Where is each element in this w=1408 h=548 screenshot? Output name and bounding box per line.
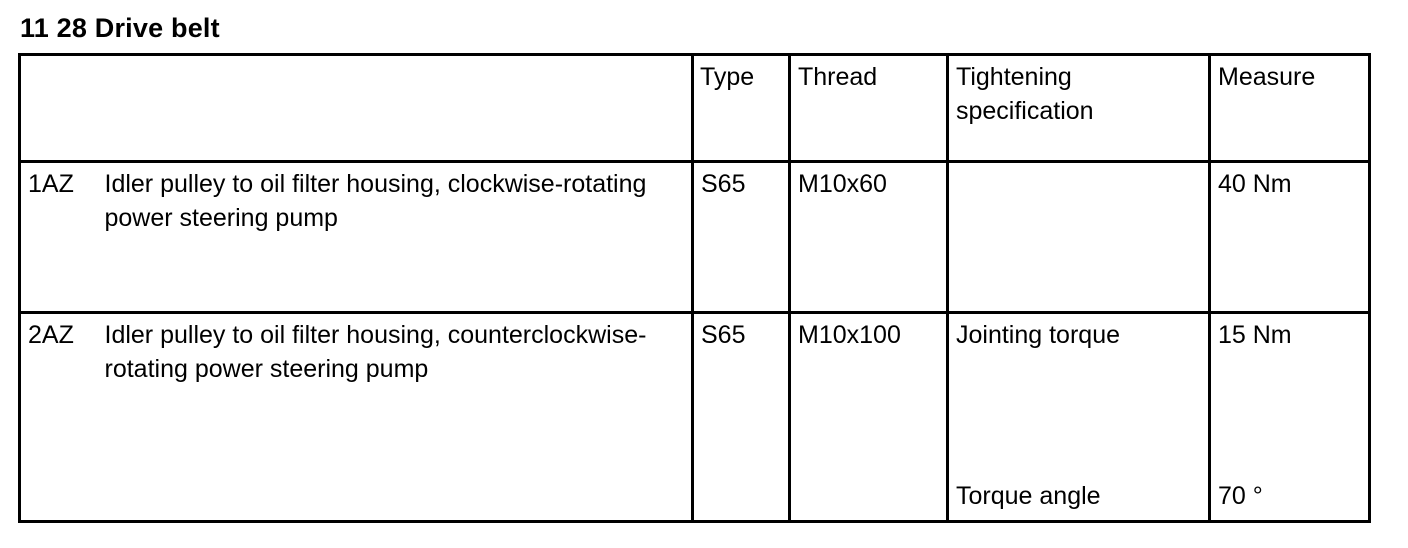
row-tightening-specification: [948, 161, 1210, 312]
row-code: 1AZ: [20, 161, 98, 312]
column-header-description: [98, 54, 693, 161]
row-thread: M10x60: [790, 161, 948, 312]
row-measure: 40 Nm: [1210, 161, 1370, 312]
table-header: [20, 54, 1370, 161]
tightening-primary: Jointing torque: [956, 320, 1121, 349]
table-row: [20, 312, 1370, 521]
row-description: Idler pulley to oil filter housing, counterclockwise-rotating power steering pump: [98, 312, 693, 521]
table-header-row: [20, 54, 1370, 161]
column-header-type: Type: [693, 54, 790, 161]
table-body: [20, 161, 1370, 521]
measure-secondary: 70 °: [1218, 482, 1263, 511]
page-title: 11 28 Drive belt: [20, 13, 220, 43]
torque-specification-table: [18, 53, 1371, 523]
column-header-thread: Thread: [790, 54, 948, 161]
row-thread: M10x100: [790, 312, 948, 521]
row-tightening-specification: [948, 312, 1210, 521]
column-header-tightening-specification: Tightening specification: [948, 54, 1210, 161]
row-type: S65: [693, 161, 790, 312]
tightening-values: [956, 318, 1201, 514]
measure-values: [1218, 318, 1361, 514]
row-type: S65: [693, 312, 790, 521]
row-description: Idler pulley to oil filter housing, clockwise-rotating power steering pump: [98, 161, 693, 312]
measure-primary: 15 Nm: [1218, 320, 1292, 349]
tightening-secondary: Torque angle: [956, 482, 1101, 511]
row-measure: [1210, 312, 1370, 521]
table-row: [20, 161, 1370, 312]
row-code: 2AZ: [20, 312, 98, 521]
column-header-measure: Measure: [1210, 54, 1370, 161]
column-header-code: [20, 54, 98, 161]
